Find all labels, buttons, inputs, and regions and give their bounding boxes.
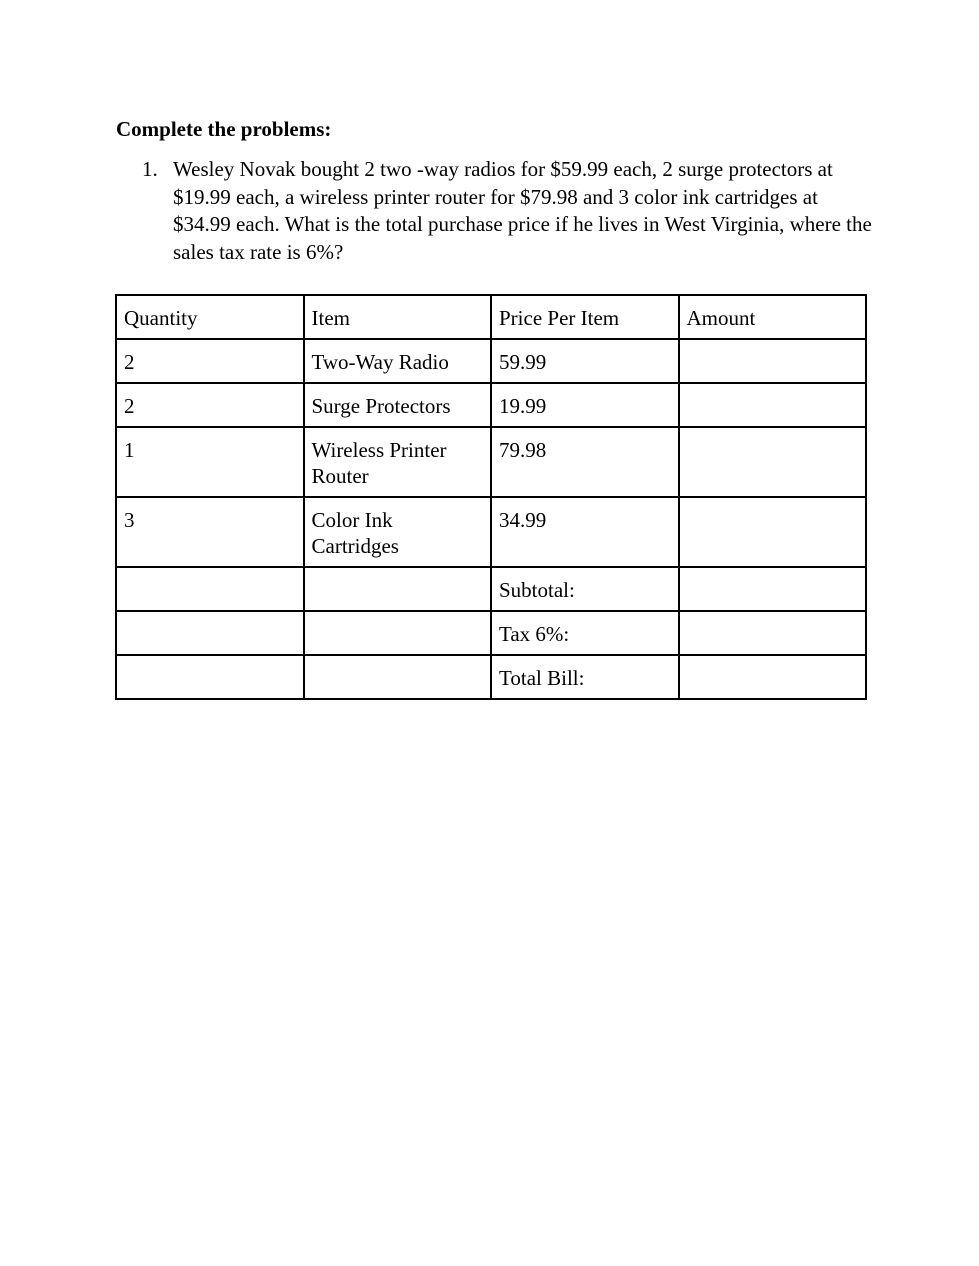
- header-price-per-item: Price Per Item: [491, 295, 679, 339]
- table-row: [116, 383, 866, 427]
- tax-amount-cell: [679, 611, 867, 655]
- empty-cell: [116, 611, 304, 655]
- total-row: [116, 655, 866, 699]
- item-cell: Color Ink Cartridges: [304, 497, 492, 567]
- header-item: Item: [304, 295, 492, 339]
- empty-cell: [304, 567, 492, 611]
- table-row: [116, 427, 866, 497]
- subtotal-label: Subtotal:: [491, 567, 679, 611]
- total-bill-label: Total Bill:: [491, 655, 679, 699]
- problem-number: 1.: [142, 157, 158, 181]
- amount-cell: [679, 339, 867, 383]
- price-cell: 34.99: [491, 497, 679, 567]
- table-row: [116, 339, 866, 383]
- empty-cell: [116, 655, 304, 699]
- tax-row: [116, 611, 866, 655]
- price-cell: 79.98: [491, 427, 679, 497]
- amount-cell: [679, 383, 867, 427]
- quantity-cell: 3: [116, 497, 304, 567]
- tax-label: Tax 6%:: [491, 611, 679, 655]
- table-row: [116, 497, 866, 567]
- quantity-cell: 2: [116, 383, 304, 427]
- price-cell: 59.99: [491, 339, 679, 383]
- purchase-table: [115, 294, 867, 700]
- item-cell: Wireless Printer Router: [304, 427, 492, 497]
- item-cell: Surge Protectors: [304, 383, 492, 427]
- header-quantity: Quantity: [116, 295, 304, 339]
- quantity-cell: 1: [116, 427, 304, 497]
- subtotal-row: [116, 567, 866, 611]
- amount-cell: [679, 497, 867, 567]
- amount-cell: [679, 427, 867, 497]
- empty-cell: [304, 655, 492, 699]
- quantity-cell: 2: [116, 339, 304, 383]
- subtotal-amount-cell: [679, 567, 867, 611]
- price-cell: 19.99: [491, 383, 679, 427]
- worksheet-heading: Complete the problems:: [116, 117, 332, 141]
- header-amount: Amount: [679, 295, 867, 339]
- table-header-row: [116, 295, 866, 339]
- item-cell: Two-Way Radio: [304, 339, 492, 383]
- empty-cell: [116, 567, 304, 611]
- empty-cell: [304, 611, 492, 655]
- problem-text: Wesley Novak bought 2 two -way radios for $59.99 each, 2 surge protectors at $19.99 each, a wireless printer router for $79.98 and 3 color ink cartridges at $34.99 each. What is the total purchase price if he lives in West Virginia, where the sales tax rate is 6%?: [173, 157, 872, 265]
- total-bill-amount-cell: [679, 655, 867, 699]
- problem-1: [142, 156, 872, 267]
